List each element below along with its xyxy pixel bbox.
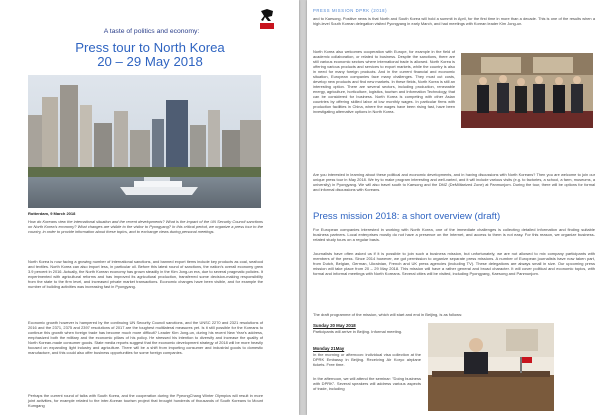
brochure-page-1 <box>0 0 299 415</box>
handshake-meeting-photo <box>461 53 593 128</box>
day-heading-monday: Monday 21May <box>313 346 345 351</box>
brochure-page-2 <box>307 0 606 415</box>
day-text-sunday: Participants will arrive in Beijing. Informal meeting. <box>313 329 403 334</box>
day-text-monday-seminar: In the afternoon, we will attend the seminar: "Doing business with DPRK". Several speakers will address various aspects of trade, including <box>313 376 421 391</box>
paragraph-europe-cooperation: North Korea also welcomes cooperation with Europe, for example in the field of academic collaboration, or related to business. Despite the sanctions, there are still various economic sectors where international trade is allowed. North Korea is offering various products and services to export markets, while the country is also in need for many foreign products. And in the current financial and economic situation, European companies face many challenges. They must cut costs, develop new products and find new markets. In these fields, North Korea is still an interesting option. There are several sectors, including production, renewable energy, agriculture, horticulture, logistics, tourism and Information Technology, that can be considered for business. North Korea is competing with other Asian countries by offering skilled labor at low monthly wages. In particular firms with production facilities in China, where the wages have been rising fast, have been investigating alternative options in North Korea. <box>313 49 455 114</box>
paragraph-draft-programme: The draft programme of the mission, which will start and end in Beijing, is as follows: <box>313 312 463 317</box>
paragraph-kaesong: and to Kaesong. Positive news is that North and South Korea will hold a summit in April, for the first time in more than a decade. This is one of the results when a high-level South Korean delegation visited Pyongyang in early March, and had meetings with Korean leader Kim Jong-un. <box>313 16 595 26</box>
pyongyang-city-photo <box>28 75 261 208</box>
day-text-monday-visa: In the morning or afternoon: individual visa collection at the DPRK Embassy in Beijing. Receiving Air Koryo airplane tickets. Free time. <box>313 352 421 367</box>
day-heading-sunday: Sunday 20 May 2018 <box>313 323 356 328</box>
page-title: Press tour to North Korea <box>75 40 225 55</box>
intro-italic-paragraph: How do Koreans view the international situation and the recent developments? What is the impact of the UN Security Council sanctions on North Korea's economy? What changes are visible to the visitor to Pyongyang? In this critical period, we organize a press tour to the country, in order to provide information about these topics, and to exchange views during personal meetings. <box>28 219 263 234</box>
paragraph-journalists: Journalists have often asked us if it is possible to join such a business mission, but unfortunately, we are not allowed to mix company participants with members of the press. Since 2014 however, we got permission to organize separate press missions. A number of European journalists have now taken part, from Dutch, Belgian, German, Ukrainian, French and UK press agencies (including TV). These delegations are always small in size. Our upcoming press mission will take place from 20 – 29 May 2018. This mission will have a rather general and broad character. It will cover political and economic topics, with formal and informal meetings with North Koreans. Several cities will be visited, including Pyongyang, Kaesong and Panmunjom. <box>313 251 595 276</box>
photo-caption: Rotterdam, 9 March 2018 <box>28 211 76 216</box>
intro-line: A taste of politics and economy: <box>103 28 200 35</box>
paragraph-talks: Perhaps the current round of talks with South Korea, and the cooperation during the PyeongChang Winter Olympics will result in more joint activities, for example related to the inter-Korean tourism project that brought hundreds of thousands of South Koreans to Mount Kumgang <box>28 393 263 408</box>
section-heading: Press mission 2018: a short overview (draft) <box>313 211 501 222</box>
paragraph-economic-growth: Economic growth however is hampered by the continuing UN Security Council sanctions, and the UNSC 2270 and 2321 resolutions of 2016 and the 2371, 2375 and 2397 resolutions of 2017 are the toughest multilateral measures yet. Is it still possible for the Koreans to continue this growth when foreign trade has become much more difficult? Leader Kim Jong-un, during his recent New Year's address, emphasized both the military and the economic pillars of his policy. He stressed his intention to diversify and increase the quality of North Korean-made consumer goods. State media reports suggest that the economic development strategy of 2018 will be more heavily focused on expanding light industry and agriculture. There will be a shift from importing consumer and industrial goods to domestic manufacture, and this could also offer business opportunities for some foreign companies. <box>28 320 263 355</box>
logo-icon <box>259 8 275 30</box>
running-header: PRESS MISSION DPRK (2018) <box>313 8 388 13</box>
paragraph-european-companies: For European companies interested in working with North Korea, one of the immediate challenges is collecting detailed information and finding suitable business partners. Local enterprises mostly do not have a presence on the Internet, and access to them is not easy. For this reason, we organize business-related study tours on a regular basis. <box>313 227 595 242</box>
paragraph-interested: Are you interested in learning about these political and economic developments, and in having discussions with North Koreans? Then you are welcome to join our unique press tour in May 2018. We try to make program interesting and well-varied, and it will include various visits (e.g. to factories, a school, a farm, museums, a university) in Pyongyang. We will also travel south to Kaesong and the DMZ (DeMilitarized Zone) at Panmunjom. During the tour, there will be options for formal and informal discussions with Koreans. <box>313 172 595 192</box>
office-desk-photo <box>428 323 554 411</box>
paragraph-sanctions: North Korea is now facing a growing number of international sanctions, and banned export items include key products as coal, seafood and textiles. North Korea can also import less, in particular oil. Before this latest round of sanctions, the nation's overall economy grew 3.9 percent in 2016. Actually, the North Korean economy has grown steadily in the Kim Jong-un era, due to several pragmatic policies. It experimented with agricultural reforms and has improved its agricultural production, transferred some decision-making responsibility from the state to the firm level, and increased private market transactions. Economic changes have been visible, and for example the number of building activities was increasing fast in Pyongyang. <box>28 259 263 289</box>
page-subtitle-dates: 20 – 29 May 2018 <box>97 54 203 69</box>
